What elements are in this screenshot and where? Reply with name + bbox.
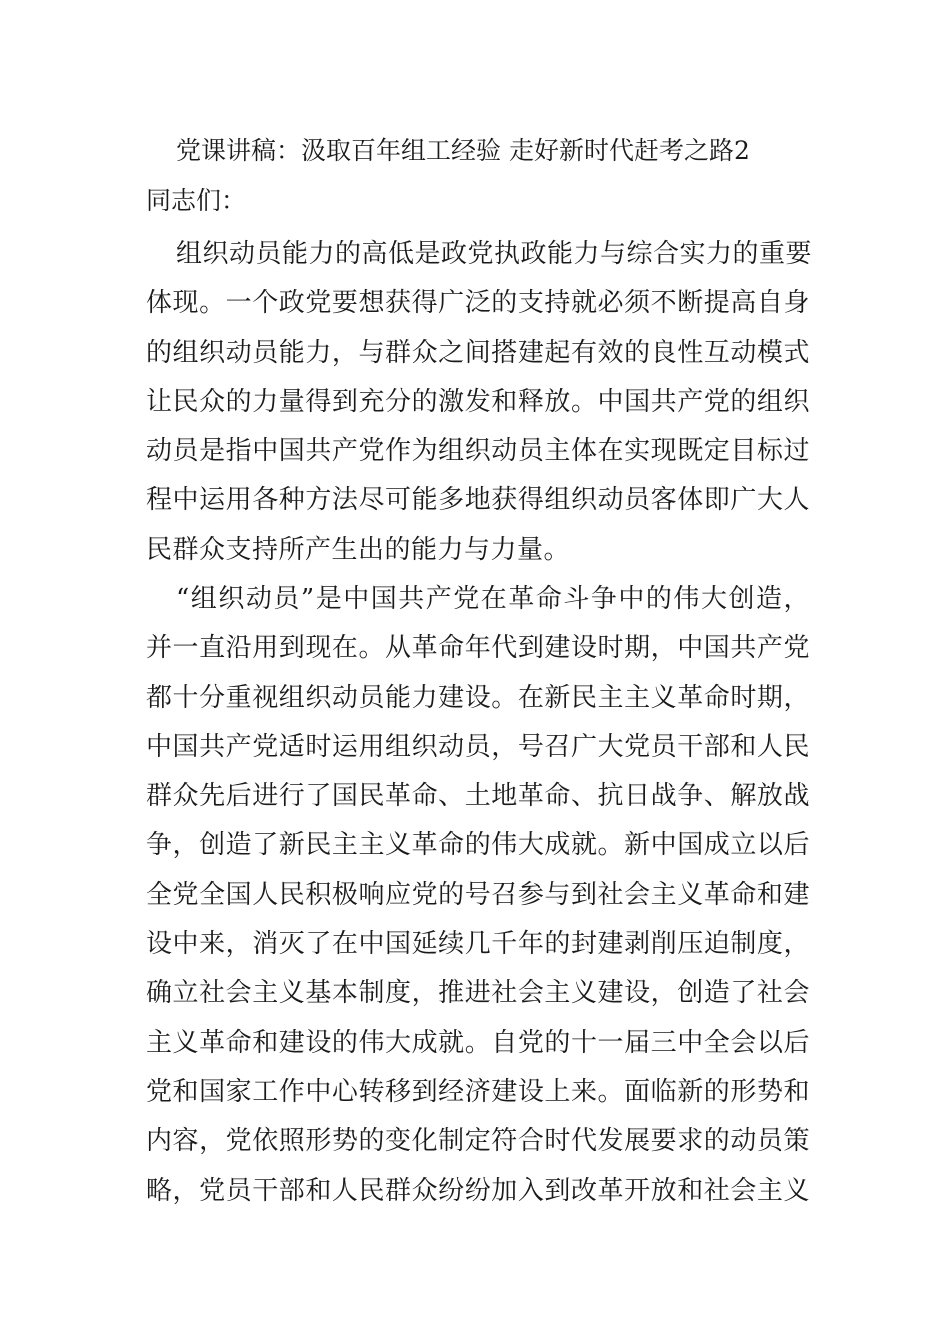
document-title: 党课讲稿：汲取百年组工经验 走好新时代赶考之路2: [176, 136, 750, 165]
paragraph-line: 组织动员能力的高低是政党执政能力与综合实力的重要: [176, 239, 813, 269]
paragraph-line: 动员是指中国共产党作为组织动员主体在实现既定目标过: [146, 436, 810, 467]
paragraph-line: 争，创造了新民主主义革命的伟大成就。新中国成立以后: [146, 830, 810, 861]
paragraph-line: 略，党员干部和人民群众纷纷加入到改革开放和社会主义: [146, 1175, 810, 1206]
paragraph-line: 党和国家工作中心转移到经济建设上来。面临新的形势和: [146, 1076, 810, 1107]
paragraph-line: 中国共产党适时运用组织动员，号召广大党员干部和人民: [146, 731, 810, 762]
paragraph-line: 全党全国人民积极响应党的号召参与到社会主义革命和建: [146, 879, 810, 910]
paragraph-line: 民群众支持所产生出的能力与力量。: [146, 534, 571, 565]
paragraph-line: “组织动员”是中国共产党在革命斗争中的伟大创造，: [176, 584, 810, 614]
paragraph-line: 主义革命和建设的伟大成就。自党的十一届三中全会以后: [146, 1027, 810, 1058]
paragraph-line: 设中来，消灭了在中国延续几千年的封建剥削压迫制度，: [146, 929, 810, 960]
paragraph-line: 体现。一个政党要想获得广泛的支持就必须不断提高自身: [146, 288, 810, 319]
paragraph-line: 程中运用各种方法尽可能多地获得组织动员客体即广大人: [146, 485, 810, 516]
paragraph-line: 让民众的力量得到充分的激发和释放。中国共产党的组织: [146, 386, 810, 417]
paragraph-1: [146, 230, 813, 575]
greeting: 同志们：: [146, 186, 247, 215]
paragraph-line: 内容，党依照形势的变化制定符合时代发展要求的动员策: [146, 1126, 810, 1157]
paragraph-line: 的组织动员能力，与群众之间搭建起有效的良性互动模式: [146, 337, 810, 368]
paragraph-line: 都十分重视组织动员能力建设。在新民主主义革命时期，: [146, 682, 810, 713]
paragraph-line: 确立社会主义基本制度，推进社会主义建设，创造了社会: [146, 978, 810, 1009]
paragraph-2: [146, 575, 810, 1216]
paragraph-line: 并一直沿用到现在。从革命年代到建设时期，中国共产党: [146, 633, 810, 664]
paragraph-line: 群众先后进行了国民革命、土地革命、抗日战争、解放战: [146, 781, 810, 812]
